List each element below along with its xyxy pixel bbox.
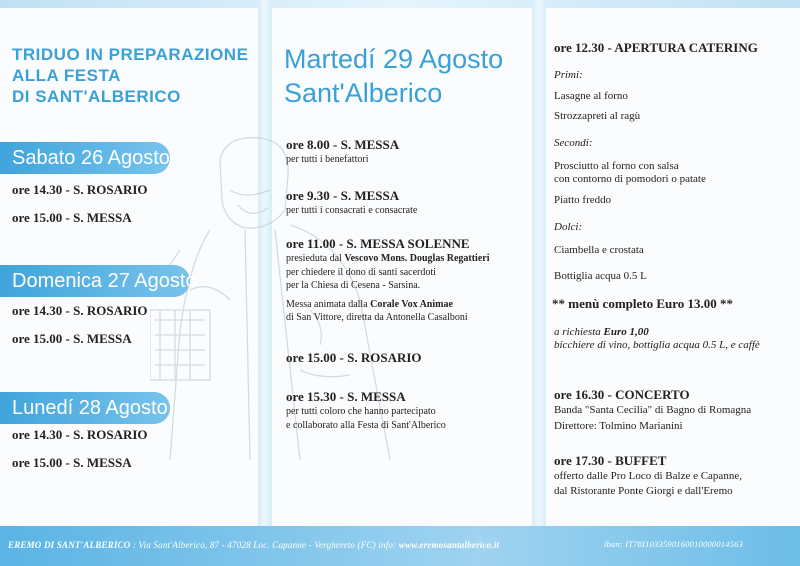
menu-item: Lasagne al forno [554, 90, 628, 102]
program-mass-930 [286, 188, 536, 218]
footer-iban: iban: IT78I1033590160010000014563 [604, 539, 744, 549]
event-note [286, 298, 536, 312]
program-rosario-15 [286, 350, 536, 366]
program-mass-solenne [286, 236, 536, 325]
menu-section-primi: Primi: [554, 69, 583, 81]
note-text: Messa animata dalla [286, 298, 371, 310]
menu-item: Piatto freddo [554, 194, 612, 206]
event-note: e collaborato alla Festa di Sant'Alberico [286, 419, 446, 431]
event-domenica-rosario: ore 14.30 - S. ROSARIO [12, 303, 148, 318]
top-band [0, 0, 800, 8]
day-banner-domenica: Domenica 27 Agosto [0, 265, 190, 297]
event-domenica-messa: ore 15.00 - S. MESSA [12, 331, 132, 346]
menu-price: ** menù completo Euro 13.00 ** [552, 296, 734, 311]
menu-item: Strozzapreti al ragù [554, 110, 641, 122]
footer-org: EREMO DI SANT'ALBERICO [8, 540, 131, 550]
program-mass-8 [286, 137, 536, 167]
concert-title: ore 16.30 - CONCERTO [554, 387, 690, 402]
event-title: ore 8.00 - S. MESSA [286, 137, 400, 152]
main-heading-saint: Sant'Alberico [284, 78, 443, 108]
event-title: ore 15.30 - S. MESSA [286, 389, 406, 404]
buffet-line: offerto dalle Pro Loco di Balze e Capanne, [554, 470, 742, 482]
day-banner-lunedi: Lunedí 28 Agosto [0, 392, 170, 424]
footer-address [8, 540, 499, 550]
footer-bar [0, 526, 800, 566]
main-heading-date: Martedí 29 Agosto [284, 44, 504, 74]
triduo-title-line: ALLA FESTA [12, 66, 121, 85]
menu-section-dolci: Dolci: [554, 221, 583, 233]
event-note: per tutti i consacrati e consacrate [286, 205, 418, 216]
choir-name: Corale Vox Animae [370, 298, 453, 310]
footer-website-link[interactable]: www.eremosantalberico.it [398, 540, 500, 550]
menu-item: Bottiglia acqua 0.5 L [554, 270, 647, 282]
event-note: per chiedere il dono di santi sacerdoti [286, 266, 436, 278]
event-note: per tutti i benefattori [286, 154, 369, 165]
note-text: a richiesta [554, 326, 604, 338]
triduo-title [12, 44, 252, 107]
buffet-line: dal Ristorante Ponte Giorgi e dall'Eremo [554, 485, 733, 497]
event-title: ore 11.00 - S. MESSA SOLENNE [286, 236, 470, 251]
event-sabato-messa: ore 15.00 - S. MESSA [12, 210, 132, 225]
main-heading [284, 42, 503, 110]
program-mass-1530 [286, 389, 536, 432]
extra-price [554, 326, 649, 338]
event-note: di San Vittore, diretta da Antonella Casalboni [286, 312, 468, 323]
extra-price-amount: Euro 1,00 [603, 326, 649, 338]
triduo-title-line: DI SANT'ALBERICO [12, 87, 181, 106]
menu-section-secondi: Secondi: [554, 137, 593, 149]
event-note: per la Chiesa di Cesena - Sarsina. [286, 280, 421, 291]
menu-item: Ciambella e crostata [554, 244, 644, 256]
catering-title: ore 12.30 - APERTURA CATERING [554, 40, 758, 55]
triduo-title-line: TRIDUO IN PREPARAZIONE [12, 45, 249, 64]
event-sabato-rosario: ore 14.30 - S. ROSARIO [12, 182, 148, 197]
concert-band: Banda "Santa Cecilia" di Bagno di Romagna [554, 404, 752, 416]
menu-item: con contorno di pomodori o patate [554, 173, 706, 185]
event-lunedi-rosario: ore 14.30 - S. ROSARIO [12, 427, 148, 442]
event-note [286, 252, 536, 266]
event-title: ore 15.00 - S. ROSARIO [286, 350, 422, 365]
bishop-name: Vescovo Mons. Douglas Regattieri [344, 253, 490, 264]
buffet-title: ore 17.30 - BUFFET [554, 453, 667, 468]
event-lunedi-messa: ore 15.00 - S. MESSA [12, 455, 132, 470]
concert-director: Direttore: Tolmino Marianini [554, 420, 683, 432]
event-title: ore 9.30 - S. MESSA [286, 188, 400, 203]
extra-items: bicchiere di vino, bottiglia acqua 0.5 L, e caffè [554, 339, 760, 351]
note-text: presieduta dal [286, 253, 345, 264]
event-note: per tutti coloro che hanno partecipato [286, 406, 436, 417]
footer-address-text: : Via Sant'Alberico, 87 - 47028 Loc. Capanne - Verghereto (FC) info: [130, 540, 399, 550]
day-banner-sabato: Sabato 26 Agosto [0, 142, 170, 174]
menu-item: Prosciutto al forno con salsa [554, 160, 679, 172]
